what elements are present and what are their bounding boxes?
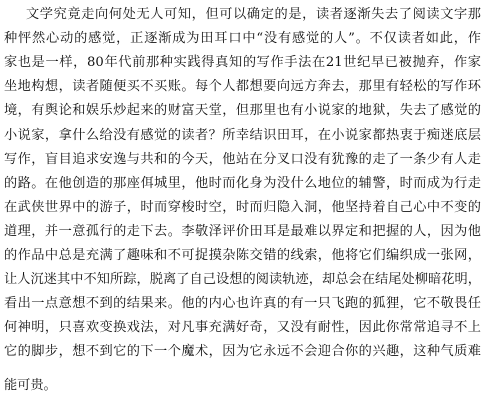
text-line: 在武侠世界中的游子，时而穿梭时空，时而归隐入洞，他坚持着自己心中不变的 [4,200,481,215]
text-line: 它的脚步，想不到它的下一个魔术，因为它永远不会迎合你的兴趣，这种气质难 [4,344,481,359]
text-line: 的路。在他创造的那座佴城里，他时而化身为没什么地位的辅警，时而成为行走 [4,176,481,191]
text-line: 种怦然心动的感觉，正逐渐成为田耳口中“没有感觉的人”。不仅读者如此，作 [4,31,481,46]
text-line: 小说家，拿什么给没有感觉的读者？所幸结识田耳，在小说家都热衷于痴迷底层 [4,128,481,143]
text-line: 能可贵。 [4,378,57,393]
text-line: 坐地构想，读者随便买不买账。每个人都想要向远方奔去，那里有轻松的写作环 [4,79,481,94]
text-line: 文学究竟走向何处无人可知，但可以确定的是，读者逐渐失去了阅读文字那 [26,7,481,22]
text-line: 道理，并一意孤行的走下去。李敬泽评价田耳是最难以界定和把握的人，因为他 [4,224,481,239]
text-line: 家也是一样，80年代前那种实践得真知的写作手法在21世纪早已被抛弃，作家 [4,55,481,70]
text-line: 的作品中总是充满了趣味和不可捉摸杂陈交错的线索，他将它们编织成一张网， [4,248,481,263]
text-line: 何神明，只喜欢变换戏法，对凡事充满好奇，又没有耐性，因此你常常追寻不上 [4,320,481,335]
text-line: 写作，盲目追求安逸与共和的今天，他站在分叉口没有犹豫的走了一条少有人走 [4,152,481,167]
text-line: 境，有舆论和娱乐炒起来的财富天堂，但那里也有小说家的地狱，失去了感觉的 [4,103,481,118]
text-line: 让人沉迷其中不知所踪，脱离了自己设想的阅读轨迹，却总会在结尾处柳暗花明， [4,272,481,287]
text-line: 看出一点意想不到的结果来。他的内心也许真的有一只飞跑的狐狸，它不敬畏任 [4,296,481,311]
